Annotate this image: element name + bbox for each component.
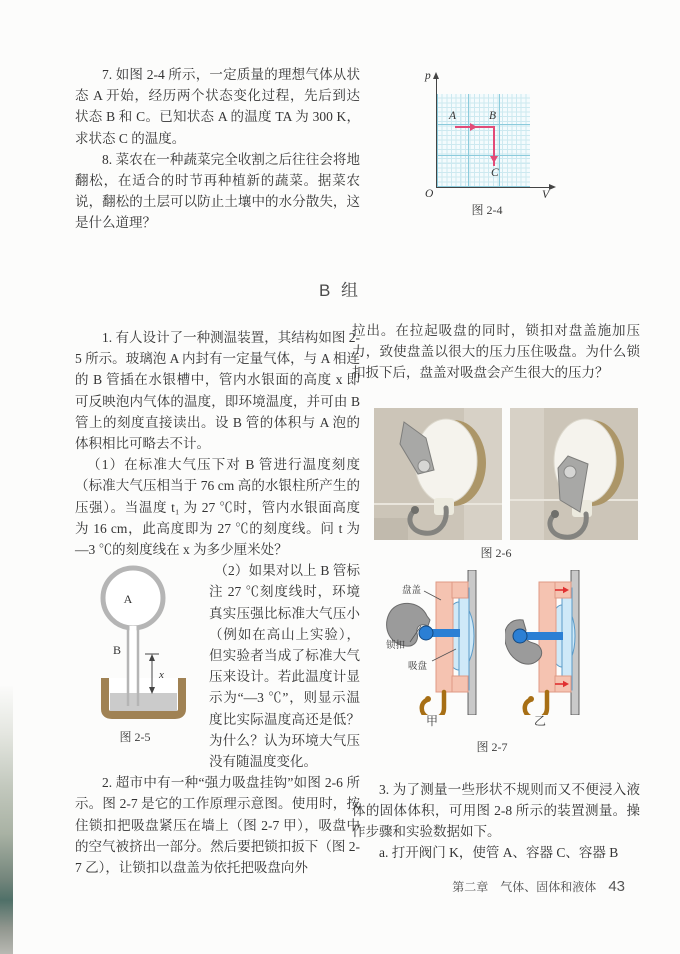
left-column-top: [75, 64, 360, 234]
suction-hook-photo-locked: [510, 408, 638, 540]
diagram-jia-caption: 甲: [425, 713, 438, 728]
state-c-label: C: [491, 167, 499, 179]
diagram-yi: [505, 570, 610, 715]
figure-2-6-photos: [352, 405, 640, 565]
tube-b-label: B: [112, 643, 122, 658]
lever-pin: [564, 466, 576, 478]
hook-ball-tip: [411, 506, 419, 514]
v-axis-label: V: [542, 189, 550, 201]
chapter-title: 第二章 气体、固体和液体: [452, 880, 597, 894]
tile-highlight: [510, 408, 544, 540]
glass-bulb: [103, 568, 163, 628]
left-column-bottom: [75, 327, 360, 878]
mercury-liquid: [110, 693, 177, 711]
hook: [525, 692, 547, 715]
lever-pin: [418, 460, 430, 472]
problem-3-step-a-text: a. 打开阀门 K，使管 A、容器 C、容器 B: [379, 845, 619, 861]
v-axis: [436, 187, 550, 188]
problem-1-q1-text: （1）在标准大气压下对 B 管进行温度刻度（标准大气压相当于 76 cm 高的水银柱所产生的压强）。当温度 t₁ 为 27 ℃时，管内水银面高度为 16 cm，此高度即为 27 ℃的刻度线。问 t 为 —3 ℃的刻度线在 x 为多少厘米处？: [75, 457, 360, 558]
problem-1-q2-text: （2）如果对以上 B 管标注 27 ℃刻度线时，环境真实压强比标准大气压小（例如在高山上实验），但实验者当成了标准大气压来设计。若此温度计显示为“—3 ℃”，则显示温度比实际温度高还是低？为什么？认为环境大气压没有随温度变化。: [209, 563, 360, 770]
problem-2-text: 2. 超市中有一种“强力吸盘挂钩”如图 2-6 所示。图 2-7 是它的工作原理示意图。使用时，按住锁扣把吸盘紧压在墙上（图 2-7 甲），吸盘中的空气被挤出一部分。然后要把锁扣扳下（图 2-7 乙），让锁扣以盘盖为依托把吸盘向外: [75, 775, 360, 876]
problem-2-continued-text: 拉出。在拉起吸盘的同时，锁扣对盘盖施加压力，致使盘盖以很大的压力压住吸盘。为什么锁扣扳下后，盘盖对吸盘会产生很大的压力？: [352, 323, 640, 381]
scanned-book-edge: [0, 686, 13, 954]
page-footer: [380, 878, 625, 895]
p-axis: [436, 78, 437, 188]
hook-ball-tip: [551, 510, 559, 518]
figure-2-4-pv-diagram: [423, 68, 583, 218]
arrow-down-icon: [490, 156, 498, 163]
figure-2-7-caption: 图 2-7: [476, 739, 508, 754]
suction-hook-photo-unlocked: [374, 408, 502, 540]
disc-cover-top-arm: [452, 582, 468, 598]
cup-label: 吸盘: [408, 661, 428, 672]
diagram-yi-caption: 乙: [533, 713, 546, 728]
problem-7-text: 7. 如图 2-4 所示，一定质量的理想气体从状态 A 开始，经历两个状态变化过程，先后到达状态 B 和 C。已知状态 A 的温度 TA 为 300 K，求状态 C 的温度。: [75, 67, 360, 146]
state-b-label: B: [489, 110, 497, 122]
hook-ball-tip: [425, 696, 431, 702]
pivot-pin: [419, 626, 433, 640]
problem-8-text: 8. 菜农在一种蔬菜完全收割之后往往会将地翻松，在适合的时节再种植新的蔬菜。据菜农说，翻松的土层可以防止土壤中的水分散失，这是什么道理？: [75, 151, 360, 231]
problem-3-block: [352, 779, 640, 864]
disc-cover-bottom-arm: [452, 676, 468, 692]
cover-label: 盘盖: [402, 585, 422, 596]
x-label: x: [159, 669, 164, 682]
p-axis-arrow-icon: [433, 72, 439, 79]
latch-label: 锁扣: [386, 640, 406, 651]
state-a-label: A: [449, 110, 457, 122]
pivot-pin: [513, 629, 527, 643]
v-axis-arrow-icon: [549, 184, 556, 190]
right-column: [352, 320, 640, 863]
problem-1-intro-text: 1. 有人设计了一种测温装置，其结构如图 2-5 所示。玻璃泡 A 内封有一定量气体，与 A 相连的 B 管插在水银槽中，管内水银面的高度 x 即可反映泡内气体的温度，即环境温度，并可由 B 管上的刻度直接读出。设 B 管的体积与 A 泡的体积相比可略去不计。: [75, 330, 360, 452]
arrow-up-icon: [149, 654, 155, 661]
pv-grid: [437, 94, 530, 187]
hook-ball-tip: [528, 696, 534, 702]
tile-shadow: [374, 518, 408, 540]
origin-label: O: [425, 188, 434, 200]
figure-2-4-caption: 图 2-4: [471, 203, 503, 217]
figure-2-7-schematic: [352, 565, 640, 765]
section-b-heading: B 组: [318, 281, 362, 300]
suction-cup: [459, 588, 469, 690]
bulb-a-label: A: [123, 592, 133, 607]
thermometer-drawing: [75, 560, 200, 724]
figure-2-6-caption: 图 2-6: [480, 545, 512, 560]
figure-2-5-caption: 图 2-5: [119, 730, 151, 745]
p-axis-label: p: [425, 70, 431, 82]
problem-3-text: 3. 为了测量一些形状不规则而又不便浸入液体的固体体积，可用图 2-8 所示的装置测量。操作步骤和实验数据如下。: [352, 781, 640, 840]
suction-cup: [562, 588, 572, 690]
figure-2-5-thermometer: [75, 560, 203, 752]
arrow-right-icon: [470, 123, 477, 131]
hook: [422, 692, 444, 715]
page-number: 43: [608, 878, 625, 895]
tube-bore: [130, 626, 137, 693]
diagram-jia: [382, 570, 487, 715]
